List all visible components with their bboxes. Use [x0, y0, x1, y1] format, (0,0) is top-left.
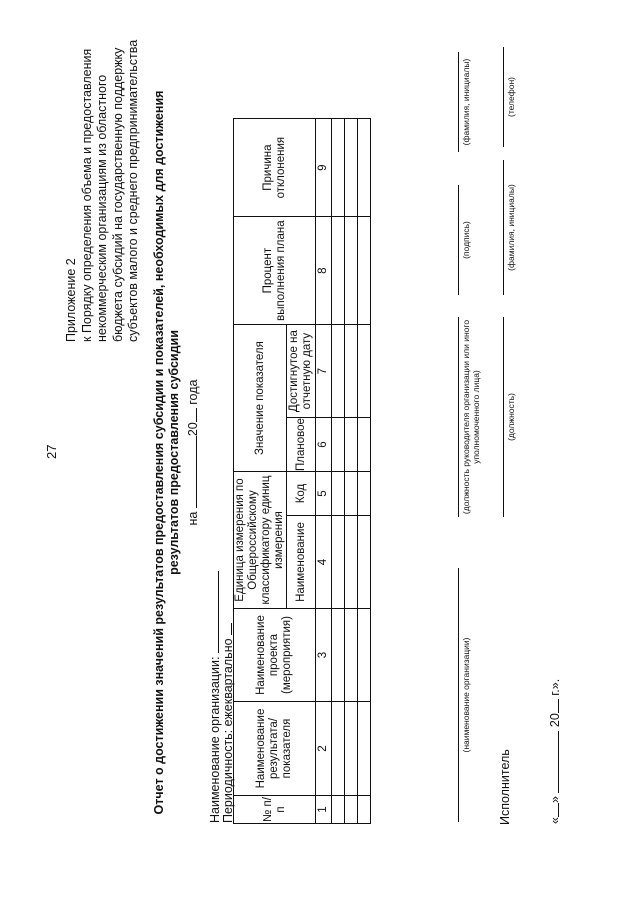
table-cell [358, 702, 371, 796]
table-cell [332, 217, 345, 325]
column-number-cell: 3 [316, 609, 332, 702]
table-cell [332, 702, 345, 796]
table-cell [358, 609, 371, 702]
table-cell [358, 472, 371, 516]
column-number-cell: 9 [316, 119, 332, 217]
date-year-suffix: г.». [548, 678, 562, 696]
day-blank [558, 803, 559, 817]
header-unit-group: Единица измерения по Общероссийскому классификатору единиц измерения [234, 472, 287, 609]
header-project-name: Наименование проекта (мероприятия) [234, 609, 316, 702]
appendix-line: субъектов малого и среднего предпринимательства [126, 39, 141, 342]
table-cell [345, 472, 358, 516]
header-number: № п/п [234, 796, 316, 824]
page-number: 27 [44, 444, 59, 459]
header-reason: Причина отклонения [234, 119, 316, 217]
column-number-cell: 1 [316, 796, 332, 824]
table-cell [358, 325, 371, 418]
header-planned: Плановое [287, 418, 316, 472]
column-number-cell: 6 [316, 418, 332, 472]
table-cell [345, 325, 358, 418]
column-number-cell: 5 [316, 472, 332, 516]
periodicity-blank [231, 623, 232, 635]
table-row [332, 119, 345, 824]
header-unit-code: Код [287, 472, 316, 516]
appendix-line: Приложение 2 [64, 258, 78, 342]
column-number-cell: 7 [316, 325, 332, 418]
date-close-quote: » [548, 796, 562, 804]
column-number-cell: 2 [316, 702, 332, 796]
header-unit-name: Наименование [287, 516, 316, 609]
table-row [345, 119, 358, 824]
organization-line [208, 571, 222, 823]
appendix-line: некоммерческим организациям из областного [95, 74, 110, 342]
table-cell [358, 418, 371, 472]
column-number-cell: 4 [316, 516, 332, 609]
table-cell [332, 325, 345, 418]
table-row [358, 119, 371, 824]
signature-caption: (подпись) [458, 185, 471, 295]
table-cell [345, 609, 358, 702]
table-cell [332, 472, 345, 516]
table-cell [332, 609, 345, 702]
executor-phone-caption: (телефон) [503, 47, 516, 147]
periodicity-label: Периодичность: ежеквартально [221, 638, 235, 823]
report-title-line1: Отчет о достижении значений результатов предоставления субсидии и показателей, необходимых для достижения [152, 90, 166, 815]
appendix-line: к Порядку определения объема и предоставления [79, 48, 94, 342]
table-cell [345, 796, 358, 824]
header-achieved: Достигнутое на отчетную дату [287, 325, 316, 418]
year-blank [196, 408, 197, 422]
period-prefix: на [186, 511, 200, 526]
header-result-name: Наименование результата/ показателя [234, 702, 316, 796]
date-open-quote: « [548, 817, 562, 824]
period-year-suffix: года [186, 379, 200, 405]
date-line [548, 679, 562, 824]
period-blank [196, 436, 197, 508]
column-number-cell: 8 [316, 217, 332, 325]
table-cell [358, 516, 371, 609]
report-title-line2: результатов предоставления субсидии [167, 330, 181, 575]
table-cell [345, 418, 358, 472]
table-cell [358, 796, 371, 824]
table-cell [332, 119, 345, 217]
header-value-group: Значение показателя [234, 325, 287, 472]
header-percent: Процент выполнения плана [234, 217, 316, 325]
table-cell [345, 119, 358, 217]
appendix-header [64, 40, 142, 342]
date-year-prefix: 20 [548, 713, 562, 728]
executor-name-caption: (фамилия, инициалы) [503, 160, 516, 295]
executor-position-caption: (должность) [503, 317, 516, 517]
date-year-blank [558, 699, 559, 713]
appendix-line: бюджета субсидий на государственную поддержку [110, 47, 125, 342]
report-title [152, 0, 182, 905]
month-blank [558, 731, 559, 793]
table-cell [358, 217, 371, 325]
organization-blank [218, 571, 219, 653]
table-cell [332, 516, 345, 609]
executor-label: Исполнитель [498, 749, 512, 825]
table-cell [332, 418, 345, 472]
table-cell [345, 217, 358, 325]
head-position-caption: (должность руководителя организации или иного уполномоченного лица) [458, 317, 481, 517]
report-period [186, 0, 200, 905]
organization-label: Наименование организации: [208, 656, 222, 823]
table-cell [345, 516, 358, 609]
head-name-caption: (фамилия, инициалы) [458, 52, 471, 152]
table-cell [345, 702, 358, 796]
table-cell [358, 119, 371, 217]
table-cell [332, 796, 345, 824]
organization-name-caption: (наименование организации) [458, 568, 471, 822]
period-year-prefix: 20 [186, 422, 200, 437]
report-table [233, 118, 371, 824]
